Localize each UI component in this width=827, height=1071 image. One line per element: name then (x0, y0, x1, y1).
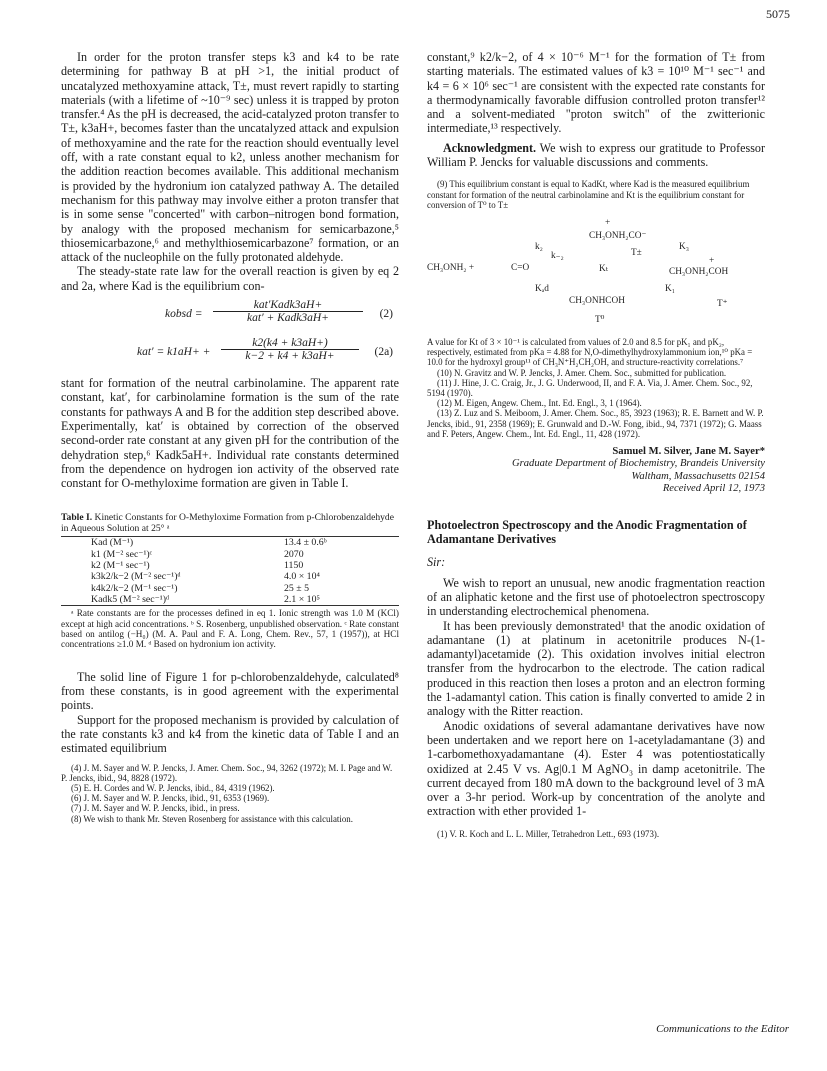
footnote: (6) J. M. Sayer and W. P. Jencks, ibid., 91, 6353 (1969). (71, 793, 270, 804)
footnote: (7) J. M. Sayer and W. P. Jencks, ibid., in press. (71, 803, 240, 814)
table-notes: ᵃ Rate constants are for the processes defined in eq 1. Ionic strength was 1.0 M (KCl) except at high acid concentrations. ᵇ S. Rosenberg, unpublished observation. ᶜ Rate constant based on antilog (−H₀) (M. A. Paul and F. A. Long, Chem. Rev., 57, 1 (1957)), at HCl concentrations ≥1.0 M. ᵈ Based on hydronium ion activity. (61, 608, 399, 650)
equation-lhs: kobsd = (165, 308, 203, 321)
scheme-rate-label: Kₜ (599, 263, 609, 274)
table-cell: 25 ± 5 (284, 582, 309, 594)
equation-lhs: kat′ = k1aH+ + (137, 346, 211, 359)
equation-numerator: kat′Kadk3aH+ (213, 299, 363, 312)
table-row (61, 537, 399, 549)
scheme-rate-label: K₃ (679, 241, 689, 252)
scheme-rate-label: k₋₂ (551, 250, 564, 261)
table-row (61, 549, 399, 560)
scheme-charge: + (709, 255, 715, 266)
table-cell: 2070 (284, 548, 304, 560)
footnote: (13) Z. Luz and S. Meiboom, J. Amer. Chem. Soc., 85, 3923 (1963); R. E. Barnett and W. P. Jencks, ibid., 91, 2358 (1969); E. Grunwald and D.-W. Fong, ibid., 94, 7371 (1972); G. Maass and F. Peters, Angew. Chem., Int. Ed. Engl., 11, 428 (1972). (427, 408, 764, 439)
scheme-species-label: T⁰ (595, 314, 605, 325)
table-caption-label: Table I. (61, 512, 93, 524)
equation-2a (61, 337, 399, 371)
scheme-reactant: CH₃ONH₂ + (427, 262, 475, 273)
footnote: (1) V. R. Koch and L. L. Miller, Tetrahedron Lett., 693 (1973). (437, 828, 660, 839)
scheme-carbonyl: C=O (511, 262, 530, 273)
footnote: (11) J. Hine, J. C. Craig, Jr., J. G. Underwood, II, and F. A. Via, J. Amer. Chem. Soc., 92, 5194 (1970). (427, 377, 753, 398)
salutation: Sir: (427, 554, 446, 569)
equation-label: (2a) (374, 346, 393, 359)
scheme-right-species: CH₃ONH₂COH (669, 266, 729, 277)
body-paragraph: stant for formation of the neutral carbinolamine. The apparent rate constant, kat′, for carbinolamine formation is the sum of the rate constants for pathways A and B for the addition step described above. Experimentally, kat′ is obtained by correction of the observed second-order rate constant at any given pH for the contribution of the dehydration step,⁶ Kadk5aH+. Individual rate constants determined from the dependence on hydrogen ion activity of the observed rate constant for O-methyloxime formation are given in Table I. (61, 376, 399, 491)
footnotes (61, 763, 399, 824)
table-cell: k1 (M⁻² sec⁻¹)ᶜ (91, 548, 153, 560)
table-cell: 1150 (284, 560, 304, 572)
body-paragraph: The solid line of Figure 1 for p-chlorobenzaldehyde, calculated⁸ from these constants, is in good agreement with the experimental points. (61, 669, 399, 713)
footnote: A value for Kt of 3 × 10⁻¹ is calculated from values of 2.0 and 8.5 for pK₁ and pK₂, respectively, estimated from pKa = 4.88 for N,O-dimethylhydroxylammonium ion,¹⁰ pKa = 10.0 for the hydroxyl group¹¹ of CH₃N⁺H₂CH₂OH, and structure-reactivity correlations.⁷ (427, 336, 753, 368)
footnote: (9) This equilibrium constant is equal to KadKt, where Kad is the measured equilibrium constant for formation of the neutral carbinolamine and Kt is the equilibrium constant for conversion of T⁰ to T± (427, 179, 750, 210)
scheme-rate-label: Kₐd (535, 283, 549, 294)
equation-numerator: k2(k4 + k3aH+) (221, 337, 359, 350)
article-title: Photoelectron Spectroscopy and the Anodic Fragmentation of Adamantane Derivatives (427, 517, 747, 547)
table-cell: Kadk5 (M⁻² sec⁻¹)ᵈ (91, 593, 170, 605)
equation-2 (61, 299, 399, 333)
left-column (61, 50, 399, 824)
body-paragraph: In order for the proton transfer steps k3 and k4 to be rate determining for pathway B at pH >1, the initial product of uncatalyzed methoxyamine attack, T±, must revert rapidly to starting materials (with a lifetime of ~10⁻⁹ sec) unless it is trapped by proton transfer.⁴ As the pH is decreased, the acid-catalyzed proton transfer to T±, k3aH+, becomes faster than the uncatalyzed attack and expulsion of methoxyamine and the rate for the reaction should eventually level off, with a rate constant equal to k2, unless another mechanism for the addition reaction becomes available. This additional mechanism is provided by the hydronium ion catalyzed pathway A. The detailed mechanism for this pathway may involve either a proton transfer that is in some sense "concerted" with carbon–nitrogen bond formation, by analogy with the proposed mechanism for semicarbazone,⁵ thiosemicarbazone,⁶ and methylthiosemicarbazone⁷ formation, or an attack of the nucleophile on the fully protonated aldehyde. (61, 50, 399, 265)
footnote: (10) N. Gravitz and W. P. Jencks, J. Amer. Chem. Soc., submitted for publication. (437, 367, 727, 378)
table-row (61, 560, 399, 571)
scheme-rate-label: K₁ (665, 283, 675, 294)
body-paragraph: constant,⁹ k2/k−2, of 4 × 10⁻⁶ M⁻¹ for the formation of T± from starting materials. The estimated values of k3 = 10¹⁰ M⁻¹ sec⁻¹ and k4 = 6 × 10⁶ sec⁻¹ are consistent with the expected rate constants for a thermodynamically favorable diffusion controlled proton transfer¹² and a solvent-mediated "proton switch" of the zwitterionic intermediate,¹³ respectively. (427, 50, 765, 136)
table-cell: k2 (M⁻¹ sec⁻¹) (91, 560, 150, 572)
equation-denominator: kat′ + Kadk3aH+ (247, 312, 329, 325)
table-cell: k3k2/k−2 (M⁻² sec⁻¹)ᵈ (91, 571, 181, 583)
body-paragraph: Anodic oxidations of several adamantane derivatives have now been undertaken and we report here on 1-acetyladamantane (3) and 1-carbomethoxyadamantane (4). Ester 4 was potentiostatically oxidized at 2.45 V vs. Ag|0.1 M AgNO₃ in damp acetonitrile. The current decayed from 180 mA down to the background level of 3 mA over a 3-hr period. Work-up by concentration of the anolyte and extraction with ether provided 1- (427, 718, 765, 819)
scheme-bottom-species: CH₃ONHCOH (569, 295, 625, 306)
body-paragraph: The steady-state rate law for the overall reaction is given by eq 2 and 2a, where Kad is the equilibrium con- (61, 264, 399, 293)
body-paragraph: Support for the proposed mechanism is provided by calculation of the rate constants k3 and k4 from the kinetic data of Table I and an estimated equilibrium (61, 712, 399, 756)
acknowledgment-label: Acknowledgment. (443, 140, 537, 155)
footnote: (5) E. H. Cordes and W. P. Jencks, ibid., 84, 4319 (1962). (71, 783, 275, 794)
running-footer: Communications to the Editor (656, 1023, 789, 1035)
affiliation: Graduate Department of Biochemistry, Brandeis University (511, 458, 765, 470)
footnote: (12) M. Eigen, Angew. Chem., Int. Ed. Engl., 3, 1 (1964). (437, 398, 642, 409)
scheme-top-species: CH₃ONH₂CO⁻ (589, 230, 647, 241)
body-paragraph: It has been previously demonstrated¹ that the anodic oxidation of adamantane (1) at platinum in acetonitrile produces N-(1-adamantyl)acetamide (2). This oxidation involves initial electron transfer from the hydrocarbon to the electrode. The cation radical produced in this reaction then loses a proton and an electron forming the 1-adamantyl cation. This cation is finally converted to amide 2 in analogy with the Ritter reaction. (427, 618, 765, 719)
table-cell: 4.0 × 10⁴ (284, 571, 320, 583)
right-column (427, 50, 765, 839)
kinetic-constants-table (61, 536, 399, 606)
received-date: Received April 12, 1973 (662, 483, 765, 495)
affiliation-address: Waltham, Massachusetts 02154 (631, 470, 765, 482)
equation-denominator: k−2 + k4 + k3aH+ (245, 350, 335, 363)
equation-fraction (221, 337, 359, 362)
acknowledgment (427, 141, 765, 170)
equation-fraction (213, 299, 363, 324)
author-names: Samuel M. Silver, Jane M. Sayer* (612, 446, 765, 458)
table-row (61, 594, 399, 606)
scheme-rate-label: k₂ (535, 241, 543, 252)
footnote: (4) J. M. Sayer and W. P. Jencks, J. Amer. Chem. Soc., 94, 3262 (1972); M. I. Page and W. P. Jencks, ibid., 94, 8828 (1972). (61, 762, 393, 783)
table-caption-text: Kinetic Constants for O-Methyloxime Formation from p-Chlorobenzaldehyde in Aqueous Solution at 25° ᵃ (61, 512, 394, 535)
scheme-species-label: T± (631, 247, 642, 258)
table-cell: 2.1 × 10⁵ (284, 593, 320, 605)
table-cell: Kad (M⁻¹) (91, 537, 134, 549)
table-cell: 13.4 ± 0.6ᵇ (284, 537, 327, 549)
table-caption (61, 512, 399, 534)
page-number: 5075 (766, 7, 790, 21)
footnote: (8) We wish to thank Mr. Steven Rosenberg for assistance with this calculation. (71, 813, 353, 824)
body-paragraph: We wish to report an unusual, new anodic fragmentation reaction of an aliphatic ketone and the first use of photoelectron spectroscopy in understanding electrochemical phenomena. (427, 575, 765, 619)
scheme-charge: + (605, 217, 611, 228)
table-cell: k4k2/k−2 (M⁻¹ sec⁻¹) (91, 582, 178, 594)
table-1 (61, 512, 399, 649)
author-signature (427, 446, 765, 496)
table-row (61, 571, 399, 582)
acknowledgment-text: We wish to express our gratitude to Professor William P. Jencks for valuable discussions and comments. (427, 140, 765, 170)
reaction-scheme (427, 217, 765, 325)
equation-label: (2) (379, 308, 393, 321)
table-row (61, 583, 399, 594)
scheme-species-label: T⁺ (717, 298, 728, 309)
